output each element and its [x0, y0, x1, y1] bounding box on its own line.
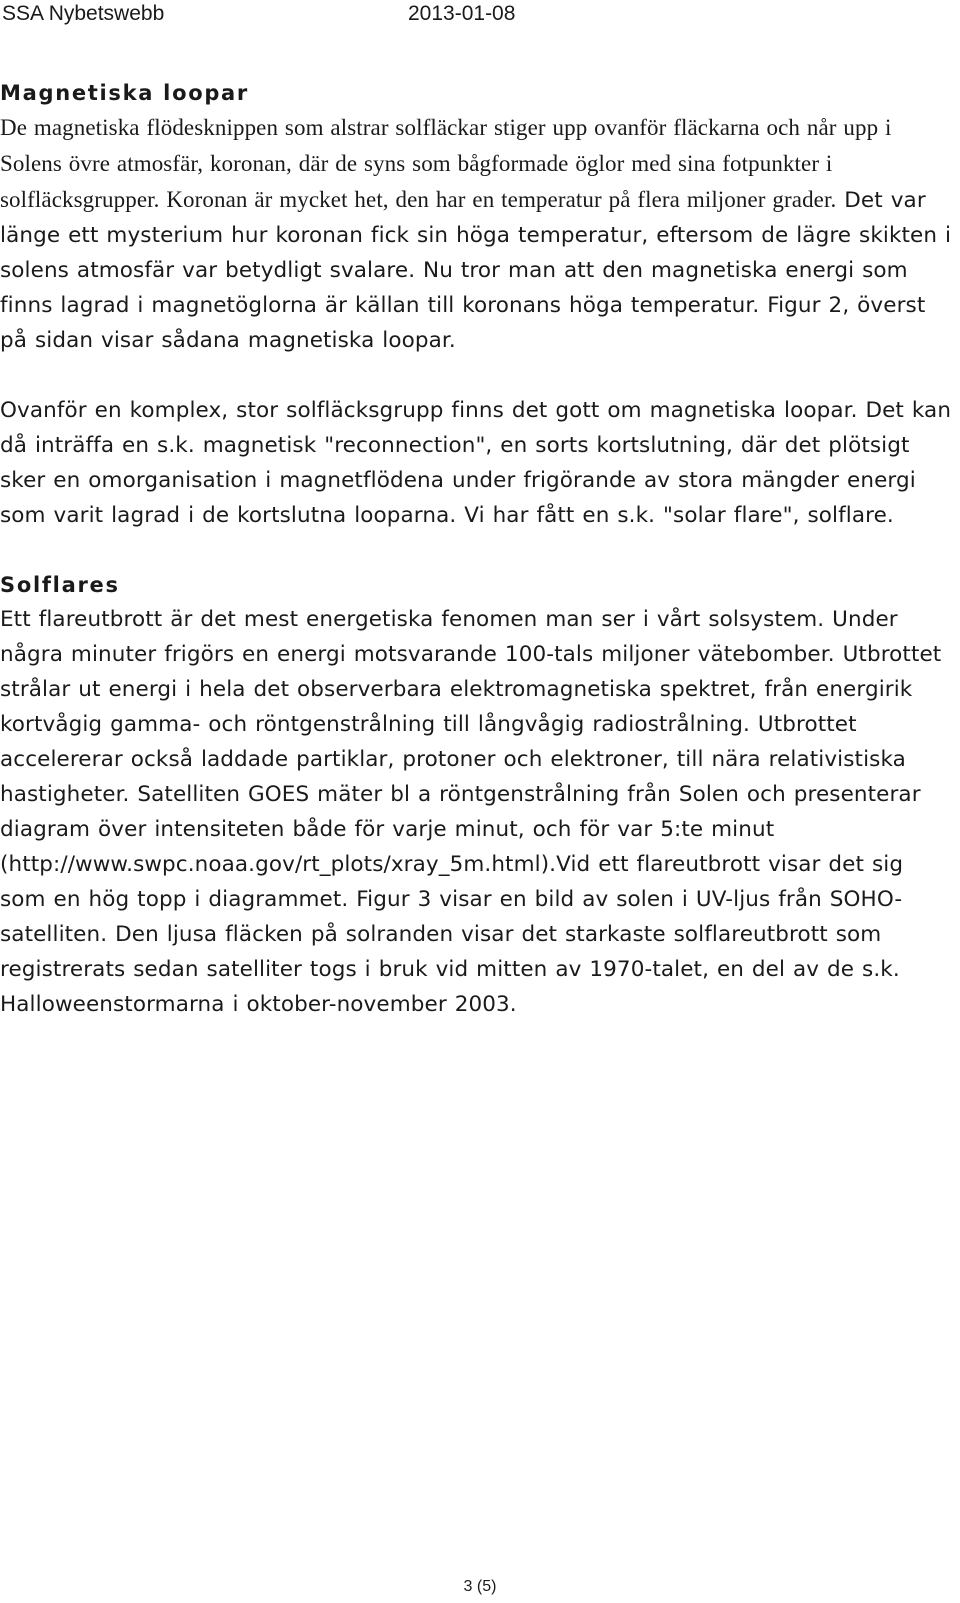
document-date: 2013-01-08 — [408, 2, 516, 25]
page-header — [0, 0, 960, 28]
paragraph-serif-run: De magnetiska flödesknippen som alstrar solfläckar stiger upp ovanför fläckarna och når upp i Solens övre atmosfär, koronan, där de syns som bågformade öglor med sina fotpunkter i solfläcksgrupper. Koronan är mycket het, den har en temperatur på flera miljoner grader. — [0, 115, 892, 212]
page-number: 3 (5) — [463, 1578, 497, 1595]
section-heading-magnetiska-loopar: Magnetiska loopar — [0, 81, 249, 105]
paragraph-magnetiska-loopar-1 — [0, 110, 958, 358]
paragraph-solflares-1: Ett flareutbrott är det mest energetiska fenomen man ser i vårt solsystem. Under några minuter frigörs en energi motsvarande 100-tals miljoner vätebomber. Utbrottet strålar ut energi i hela det observerbara elektromagnetiska spektret, från energirik kortvågig gamma- och röntgenstrålning till långvågig radiostrålning. Utbrottet accelererar också laddade partiklar, protoner och elektroner, till nära relativistiska hastigheter. Satelliten GOES mäter bl a röntgenstrålning från Solen och presenterar diagram över intensiteten både för varje minut, och för var 5:te minut (http://www.swpc.noaa.gov/rt_plots/xray_5m.html).Vid ett flareutbrott visar det sig — [0, 607, 942, 877]
paragraph-magnetiska-loopar-2: Ovanför en komplex, stor solfläcksgrupp finns det gott om magnetiska loopar. Det kan då inträffa en s.k. magnetisk "reconnection", en sorts kortslutning, där det plötsigt sker en omorganisation i magnetflödena under frigörande av stora mängder energi som varit lagrad i de kortslutna looparna. Vi har fått en s.k. "solar flare", solflare. — [0, 398, 952, 528]
paragraph-gap — [0, 358, 958, 393]
document-title: SSA Nybetswebb — [2, 2, 165, 25]
paragraph-solflares-2: som en hög topp i diagrammet. Figur 3 visar en bild av solen i UV-ljus från SOHO-satelliten. Den ljusa fläcken på solranden visar det starkaste solflareutbrott som registrerats sedan satelliter togs i bruk vid mitten av 1970-talet, en del av de s.k. Halloweenstormarna i oktober-november 2003. — [0, 887, 903, 1017]
paragraph-gap — [0, 533, 958, 568]
paragraph-sans-run: Det var länge ett mysterium hur koronan fick sin höga temperatur, eftersom de lägre skikten i solens atmosfär var betydligt svalare. Nu tror man att den magnetiska energi som finns lagrad i magnetöglorna är källan till koronans höga temperatur. Figur 2, överst på sidan visar sådana magnetiska loopar. — [0, 188, 952, 353]
section-heading-solflares: Solflares — [0, 573, 120, 597]
document-body — [0, 76, 958, 1022]
